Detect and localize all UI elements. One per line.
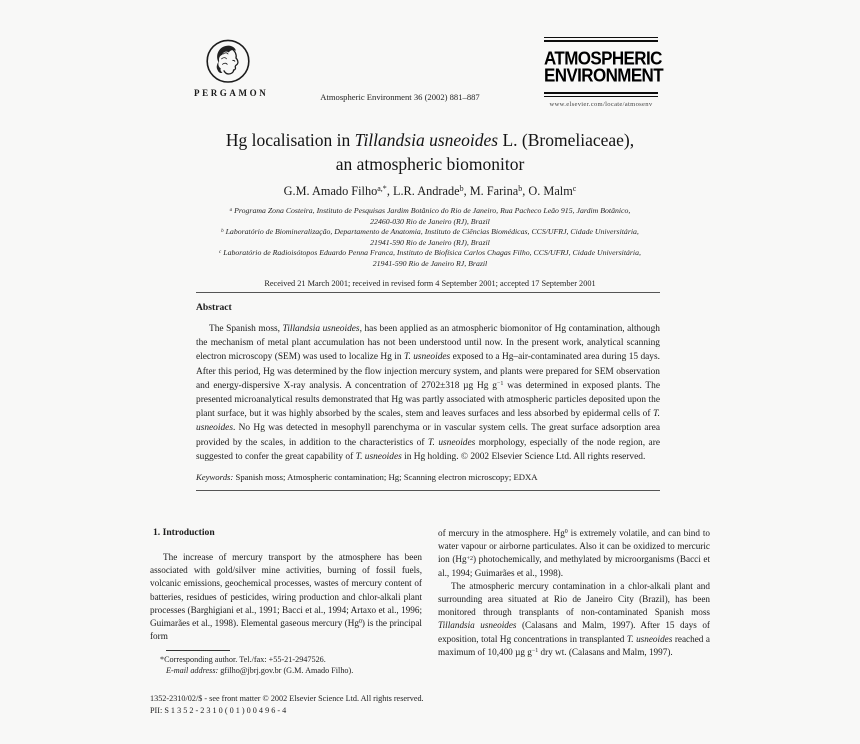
affiliations <box>130 206 730 289</box>
journal-name-line1: ATMOSPHERIC <box>544 48 662 69</box>
affiliation-b-line1: $^b$ Laboratório de Biomineralização, Departamento de Anatomia, Instituto de Ciências Biomédicas, CCS/UFRJ, Cidade Universitária, <box>221 227 639 237</box>
pergamon-head-icon <box>204 38 252 86</box>
right-column-paragraph-2: The atmospheric mercury contamination in a chlor-alkali plant and surrounding area situated at Rio de Janeiro City (Brazil), has been monitored through transplants of non-contaminated Spanish moss Tillandsia usneoides (Calasans and Malm, 1997). After 15 days of exposition, total Hg concentrations in transplanted T. usneoides reached a maximum of 10,400 µg $g^{-1}$ dry wt. (Calasans and Malm, 1997). <box>438 580 710 657</box>
footnote-rule <box>166 650 230 651</box>
journal-logo <box>544 37 664 108</box>
affiliation-c-line2: 21941-590 Rio de Janeiro RJ, Brazil <box>372 258 488 268</box>
abstract-section <box>196 292 660 491</box>
abstract-rule-top <box>196 292 660 293</box>
right-column <box>438 527 710 659</box>
journal-logo-rule-top <box>544 37 658 42</box>
paper-title-line2: an atmospheric biomonitor <box>335 153 525 174</box>
affiliation-a-line1: $^a$ Programa Zona Costeira, Instituto de Pesquisas Jardim Botânico do Rio de Janeiro, Rua Pacheco Leão 915, Jardim Botânico, <box>229 206 631 215</box>
abstract-rule-bottom <box>196 490 660 491</box>
keywords-line: Keywords: Spanish moss; Atmospheric contamination; Hg; Scanning electron microscopy; EDXA <box>196 472 538 483</box>
abstract-heading: Abstract <box>196 302 232 313</box>
intro-paragraph: The increase of mercury transport by the atmosphere has been associated with gold/silver mine activities, burning of fossil fuels, volcanic emissions, geochemical processes, wastes of mercury content of batteries, residues of pesticides, wiring production and chlor-alkali plant processes (Barghigiani et al., 1991; Bacci et al., 1994; Artaxo et al., 1996; Guimarães et al., 1998). Elemental gaseous mercury (Hg$^0$) is the principal form <box>150 552 422 642</box>
pii-line: PII: S 1 3 5 2 - 2 3 1 0 ( 0 1 ) 0 0 4 9 6 - 4 <box>150 705 287 715</box>
article-body <box>150 527 710 697</box>
paper-title <box>130 129 730 176</box>
publisher-name: PERGAMON <box>194 88 269 98</box>
footnote-email: E-mail address: gfilho@jbrj.gov.br (G.M. Amado Filho). <box>166 666 354 676</box>
affiliation-c-line1: $^c$ Laboratório de Radioisótopos Eduardo Penna Franca, Instituto de Biofísica Carlos Chagas Filho, CCS/UFRJ, Cidade Universitária, <box>219 248 641 258</box>
journal-citation: Atmospheric Environment 36 (2002) 881–887 <box>320 92 480 102</box>
affiliation-b-line2: 21941-590 Rio de Janeiro (RJ), Brazil <box>370 237 490 247</box>
corresponding-author-footnote <box>150 650 422 676</box>
paper-title-line1: Hg localisation in Tillandsia usneoides L. (Bromeliaceae), <box>225 130 635 150</box>
issn-line: 1352-2310/02/$ - see front matter © 2002 Elsevier Science Ltd. All rights reserved. <box>150 694 424 703</box>
section-heading-introduction: 1. Introduction <box>153 527 215 538</box>
abstract-text: The Spanish moss, Tillandsia usneoides, has been applied as an atmospheric biomonitor of Hg contamination, although the mechanism of metal plant accumulation has not been understood until now. In the present work, analytical scanning electron microscopy (SEM) was used to localize Hg in T. usneoides exposed to a Hg–air-contaminated area during 15 days. After this period, Hg was determined by the flow injection mercury system, and plants were prepared for SEM observation and energy-dispersive X-ray analysis. A concentration of 2702±318 µg Hg $g^{-1}$ was determined in exposed plants. The presented microanalytical results demonstrated that Hg was partly associated with atmospheric particles deposited upon the plant surface, but it was highly absorbed by the scales, stem and leaves surfaces and less absorbed by epidermal cells of T. usneoides. No Hg was detected in mesophyll parenchyma or in vascular system cells. The great surface adsorption area provided by the scales, in addition to the characteristics of T. usneoides morphology, especially of the node region, are suggested to confer the great capability of T. usneoides in Hg holding. © 2002 Elsevier Science Ltd. All rights reserved. <box>196 324 661 462</box>
right-column-paragraph-1: of mercury in the atmosphere. Hg$^0$ is extremely volatile, and can bind to water vapour or airborne particulates. Also it can be oxidized to mercuric ion $(Hg^{+2})$ photochemically, and methylated by microorganisms (Bacci et al., 1994; Guimarães et al., 1998). <box>438 528 710 578</box>
journal-name-line2: ENVIRONMENT <box>544 64 664 86</box>
affiliation-a-line2: 22460-030 Rio de Janeiro (RJ), Brazil <box>370 216 490 226</box>
received-dates: Received 21 March 2001; received in revised form 4 September 2001; accepted 17 September 2001 <box>264 278 596 288</box>
journal-logo-rule-bottom <box>544 92 658 97</box>
publisher-logo <box>194 38 269 98</box>
paper-authors: G.M. Amado Filho$^{a,*}$, L.R. Andrade$^b$, M. Farina$^b$, O. Malm$^c$ <box>283 184 577 198</box>
title-block <box>130 129 730 289</box>
footer <box>150 693 710 716</box>
journal-url: www.elsevier.com/locate/atmosenv <box>549 101 653 108</box>
footnote-telfax: *Corresponding author. Tel./fax: +55-21-2947526. <box>160 655 326 665</box>
left-column <box>150 527 422 676</box>
